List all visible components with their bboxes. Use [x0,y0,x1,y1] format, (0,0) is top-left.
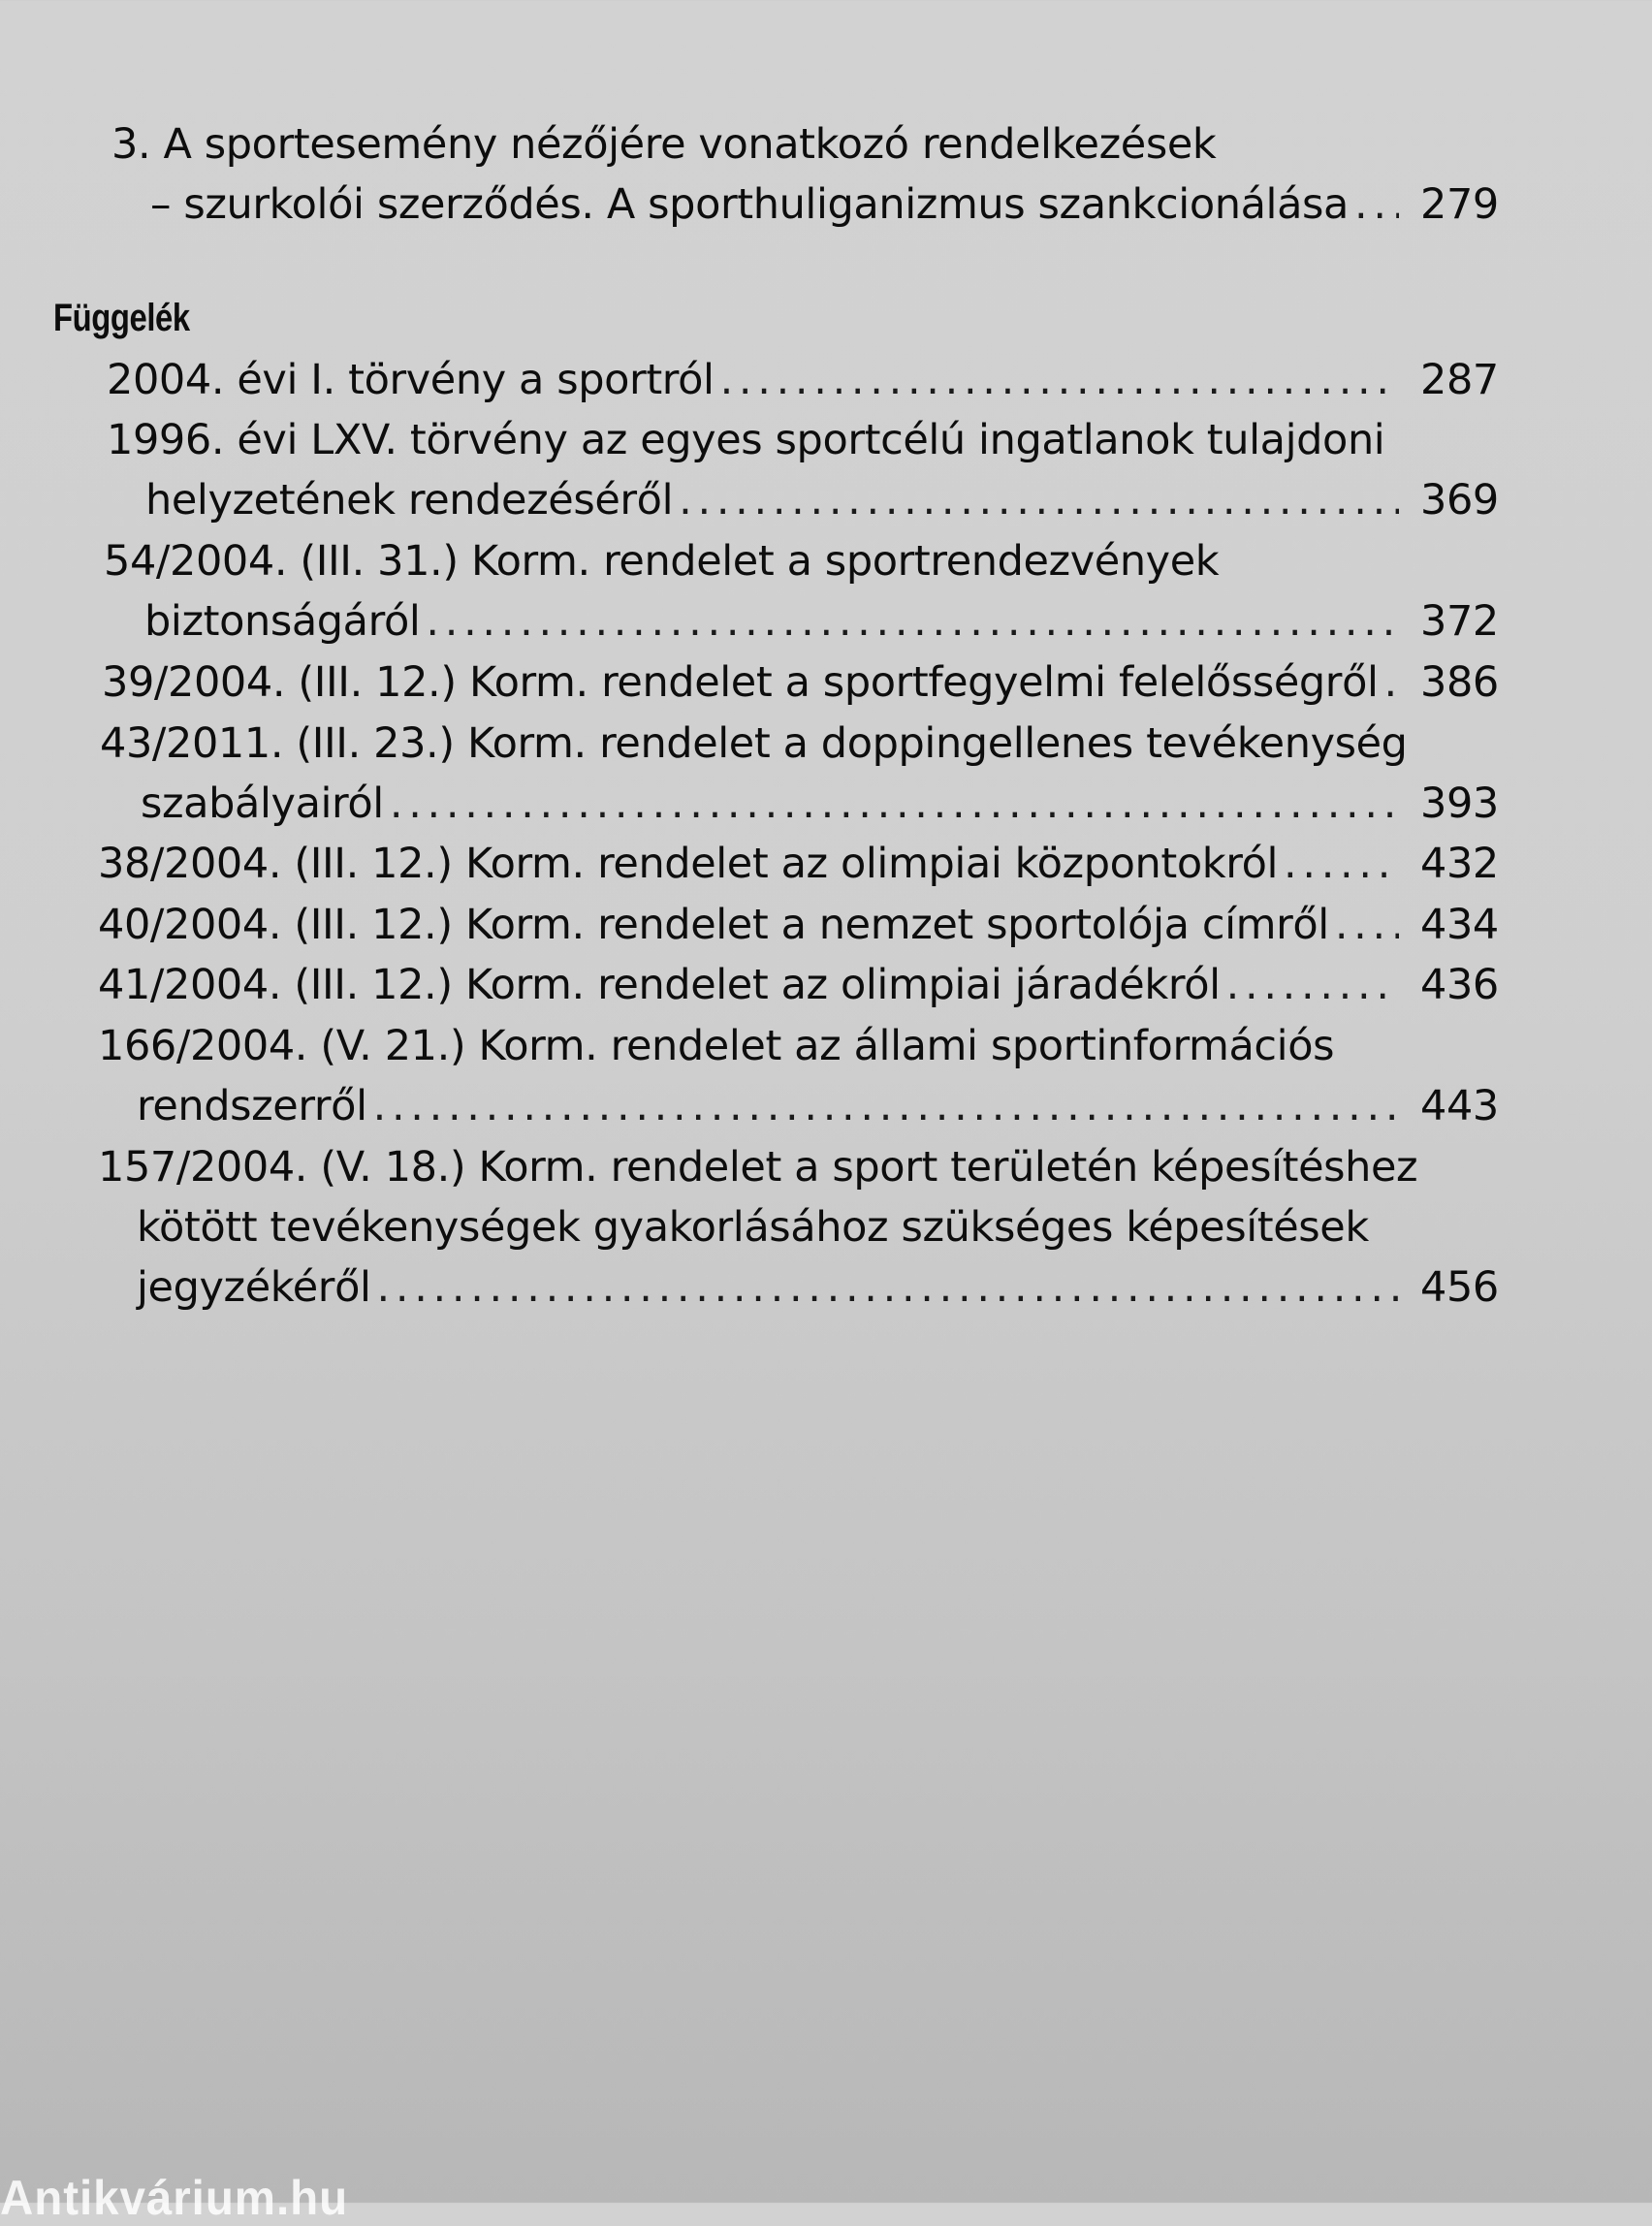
toc-entry [98,895,1498,955]
toc-line [100,714,1498,774]
dot-leader [1384,652,1399,713]
toc-entry-text: 43/2011. (III. 23.) Korm. rendelet a doppingellenes tevékenység [100,719,1408,768]
page-number: 386 [1420,658,1499,707]
toc-line [98,1137,1498,1197]
dot-leader [1335,895,1399,955]
page-number: 432 [1420,840,1499,888]
page-number: 279 [1420,180,1499,229]
toc-entry-text: 38/2004. (III. 12.) Korm. rendelet az olimpiai központokról [98,840,1279,888]
toc-entry-text: rendszerről [137,1082,367,1130]
toc-entry-text: 157/2004. (V. 18.) Korm. rendelet a sport területén képesítéshez [98,1143,1418,1192]
page-number: 443 [1420,1082,1499,1130]
toc-line [150,175,1498,235]
toc-entry [98,1137,1498,1318]
toc-entry-text: 54/2004. (III. 31.) Korm. rendelet a sportrendezvények [104,537,1220,586]
toc-entry [98,1016,1498,1136]
toc-line [137,1076,1498,1136]
site-watermark: Antikvárium.hu [0,2171,349,2225]
toc-line [107,410,1498,470]
dot-leader [679,470,1399,530]
toc-line [141,774,1498,834]
dot-leader [426,591,1399,652]
page-number: 436 [1420,961,1499,1009]
toc-line [145,470,1498,530]
toc-entry-text: 1996. évi LXV. törvény az egyes sportcélú ingatlanok tulajdoni [107,416,1385,464]
toc-line [98,834,1498,894]
toc-entry [98,834,1498,894]
toc-line [144,591,1498,652]
page-number: 369 [1420,476,1499,525]
toc-line [104,531,1498,591]
dot-leader [390,774,1399,834]
dot-leader [377,1257,1399,1318]
toc-entry-text: kötött tevékenységek gyakorlásához szükséges képesítések [137,1203,1369,1252]
toc-line [102,652,1498,713]
toc-entry-text: 3. A sportesemény nézőjére vonatkozó rendelkezések [111,120,1217,169]
toc-line [98,1016,1498,1076]
toc-entry-text: szabályairól [141,779,384,828]
toc-entry-text: helyzetének rendezéséről [145,476,674,525]
toc-entry-text: 166/2004. (V. 21.) Korm. rendelet az állami sportinformációs [98,1022,1335,1070]
section-title: Függelék [53,297,190,339]
toc-entry [104,531,1498,652]
toc-entry [107,350,1498,410]
dot-leader [1354,175,1399,235]
toc-entry-text: 39/2004. (III. 12.) Korm. rendelet a sportfegyelmi felelősségről [102,658,1379,707]
page-number: 287 [1420,356,1499,404]
page-number: 372 [1420,597,1499,646]
toc-entry [107,410,1498,530]
toc-line [111,114,1498,175]
toc-entry-text: 40/2004. (III. 12.) Korm. rendelet a nemzet sportolója címről [98,901,1329,949]
toc-entry-text: – szurkolói szerződés. A sporthuliganizmus szankcionálása [150,180,1349,229]
toc-entry [100,714,1498,834]
toc-line [137,1197,1498,1257]
toc-entry-text: 2004. évi I. törvény a sportról [107,356,715,404]
toc-entry [98,955,1498,1015]
page-number: 393 [1420,779,1499,828]
toc-entry [111,114,1498,235]
toc-line [98,895,1498,955]
toc-entry [102,652,1498,713]
toc-line [137,1257,1498,1318]
dot-leader [1226,955,1399,1015]
dot-leader [373,1076,1399,1136]
dot-leader [1284,834,1399,894]
toc-entry-text: jegyzékéről [137,1263,371,1312]
dot-leader [720,350,1399,410]
toc-entry-text: 41/2004. (III. 12.) Korm. rendelet az olimpiai járadékról [98,961,1221,1009]
toc-line [98,955,1498,1015]
page-number: 434 [1420,901,1499,949]
toc-line [107,350,1498,410]
toc-entry-text: biztonságáról [144,597,421,646]
page-number: 456 [1420,1263,1499,1312]
